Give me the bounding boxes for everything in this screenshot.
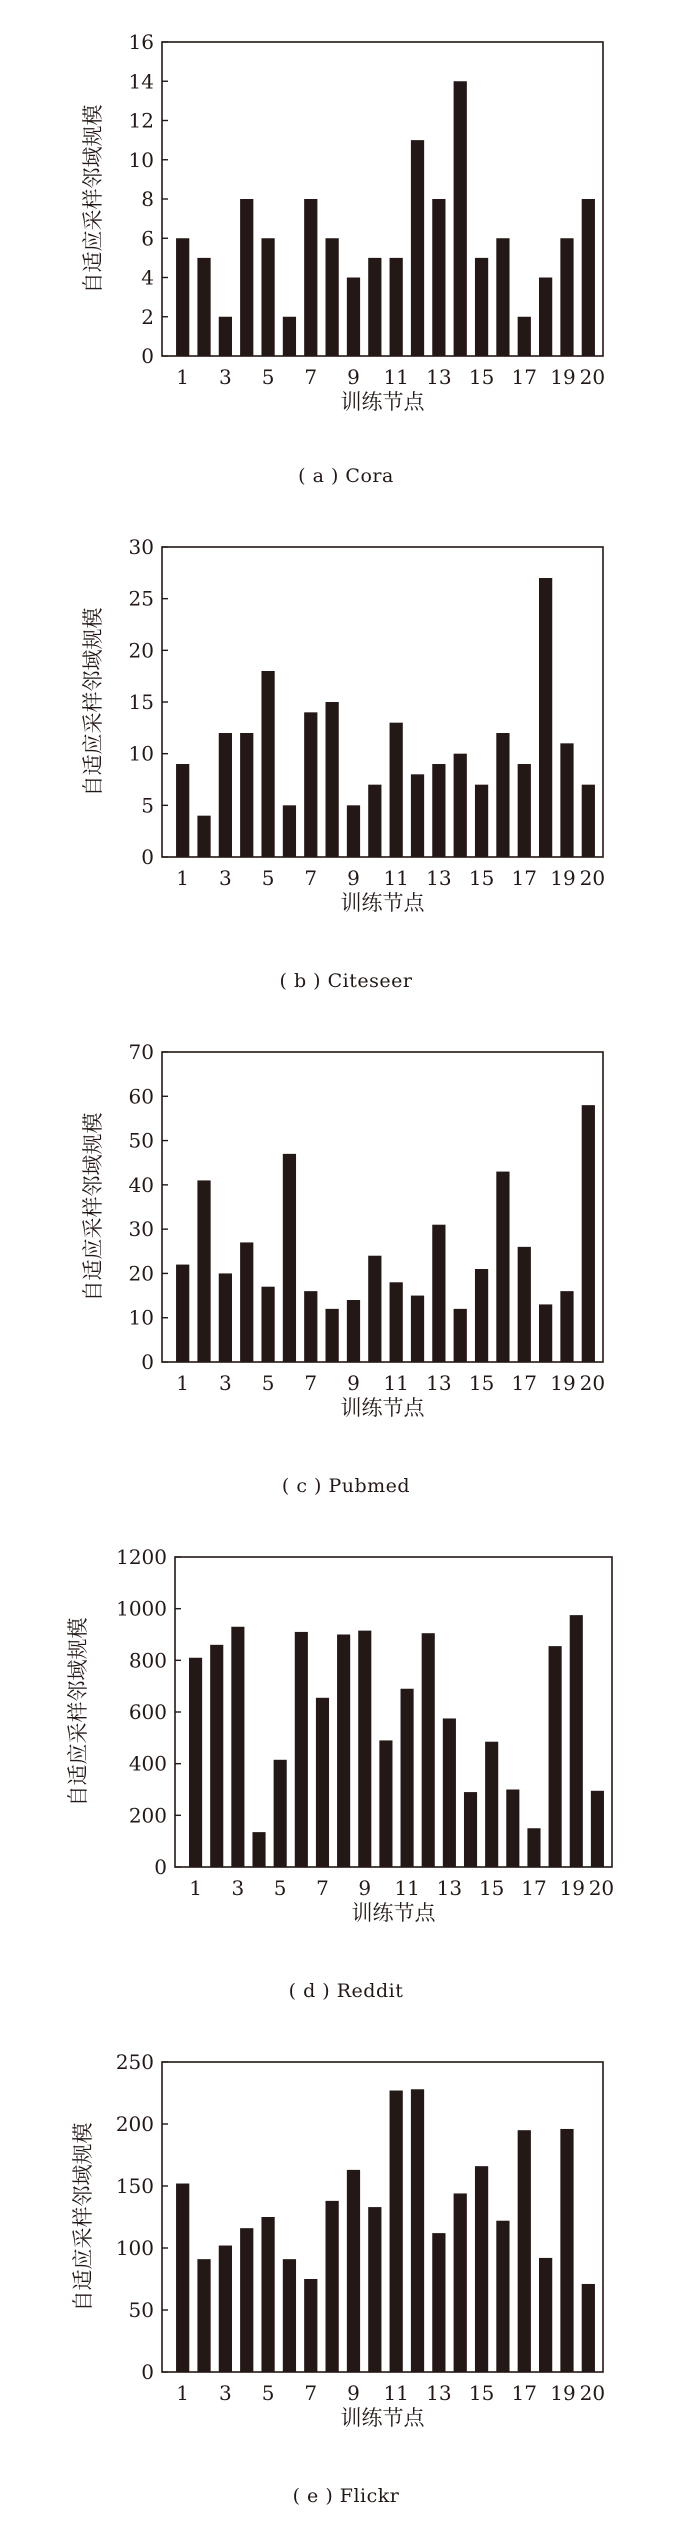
y-tick-label: 600: [128, 1700, 167, 1724]
bar: [560, 238, 573, 356]
y-tick-label: 1000: [116, 1596, 167, 1621]
bar: [304, 2279, 317, 2372]
bar: [368, 2207, 381, 2372]
y-tick-label: 10: [128, 147, 154, 172]
bar: [390, 258, 403, 356]
bar: [283, 2259, 296, 2372]
bar: [347, 278, 360, 357]
bar: [197, 2259, 210, 2372]
y-tick-label: 1200: [116, 1545, 167, 1569]
x-tick-label: 13: [426, 2381, 452, 2405]
bar: [261, 1287, 274, 1362]
y-tick-label: 250: [115, 2050, 154, 2074]
bar: [240, 733, 253, 857]
x-axis-label: 训练节点: [340, 1396, 425, 1420]
y-tick-label: 150: [115, 2174, 154, 2198]
bar: [475, 2166, 488, 2372]
plot-frame: [162, 42, 603, 356]
x-tick-label: 3: [219, 2381, 232, 2405]
bar-chart: [0, 0, 692, 430]
bar: [358, 1631, 371, 1867]
bar: [326, 702, 339, 857]
x-tick-label: 13: [426, 866, 452, 890]
bar: [210, 1645, 223, 1867]
bar: [411, 774, 424, 857]
bar: [454, 81, 467, 356]
x-tick-label: 11: [383, 866, 409, 890]
x-tick-label: 5: [261, 365, 275, 389]
bar: [432, 1225, 445, 1362]
x-tick-label: 11: [394, 1876, 420, 1900]
bar: [475, 785, 488, 857]
x-tick-label: 17: [511, 866, 538, 890]
bar: [347, 2170, 360, 2372]
y-tick-label: 0: [141, 2360, 154, 2384]
x-tick-label: 19: [550, 1371, 576, 1395]
bar: [219, 2246, 232, 2372]
bar: [368, 258, 381, 356]
bar: [326, 2201, 339, 2372]
x-tick-label: 1: [176, 365, 190, 389]
y-tick-label: 70: [128, 1040, 154, 1064]
x-axis-label: 训练节点: [340, 390, 425, 414]
bar: [304, 712, 317, 857]
figure-caption: ( d ) Reddit: [288, 1980, 404, 2002]
x-tick-label: 9: [347, 2381, 360, 2405]
bar: [176, 1265, 189, 1362]
bar: [464, 1792, 477, 1867]
bar: [411, 1296, 424, 1362]
x-tick-label: 17: [511, 1371, 538, 1395]
figure-caption: ( e ) Flickr: [292, 2485, 400, 2507]
x-tick-label: 19: [550, 866, 576, 890]
x-tick-label: 7: [304, 2381, 318, 2405]
y-tick-label: 4: [141, 265, 154, 290]
bar: [475, 258, 488, 356]
y-tick-label: 400: [128, 1751, 167, 1776]
x-tick-label: 9: [347, 1371, 360, 1395]
bar: [432, 199, 445, 356]
chart-panel-5: [0, 2020, 692, 2525]
bar: [539, 278, 552, 357]
y-tick-label: 0: [141, 845, 154, 869]
bar: [496, 1172, 509, 1362]
x-tick-label: 20: [579, 365, 606, 389]
bar: [582, 1105, 595, 1362]
y-tick-label: 20: [128, 638, 154, 663]
figure-caption: ( c ) Pubmed: [281, 1475, 411, 1497]
y-tick-label: 50: [128, 1128, 154, 1153]
x-tick-label: 15: [468, 866, 495, 890]
bar: [390, 2091, 403, 2372]
bar: [176, 2184, 189, 2372]
bar: [475, 1269, 488, 1362]
bar: [582, 2284, 595, 2372]
bar: [496, 238, 509, 356]
bar: [197, 816, 210, 857]
bar: [283, 805, 296, 857]
bar: [176, 764, 189, 857]
bar: [390, 723, 403, 857]
y-axis-label: 自适应采样邻域规模: [71, 2122, 95, 2312]
bar: [454, 2193, 467, 2372]
bar: [240, 199, 253, 356]
x-tick-label: 13: [436, 1876, 463, 1900]
figure-caption: ( b ) Citeseer: [279, 970, 413, 992]
y-tick-label: 6: [141, 226, 154, 251]
bar: [189, 1658, 202, 1867]
bar-chart: [0, 2020, 692, 2450]
bar: [261, 2217, 274, 2372]
y-tick-label: 8: [141, 187, 154, 211]
bar: [582, 785, 595, 857]
chart-panel-1: [0, 0, 692, 505]
y-tick-label: 15: [128, 690, 154, 714]
y-tick-label: 10: [128, 741, 154, 766]
x-tick-label: 7: [316, 1876, 329, 1900]
bar-chart: [0, 1010, 692, 1440]
y-tick-label: 60: [128, 1084, 154, 1109]
x-tick-label: 5: [261, 1371, 275, 1395]
bar: [422, 1633, 435, 1867]
bar: [347, 805, 360, 857]
x-tick-label: 3: [219, 1371, 232, 1395]
x-axis-label: 训练节点: [351, 1901, 436, 1925]
x-tick-label: 19: [559, 1876, 586, 1900]
x-tick-label: 17: [521, 1876, 547, 1900]
bar: [539, 1304, 552, 1362]
bar: [432, 2233, 445, 2372]
bar: [432, 764, 445, 857]
y-tick-label: 0: [141, 1350, 154, 1374]
bar: [197, 1180, 210, 1362]
bar: [316, 1698, 329, 1867]
bar: [240, 2228, 253, 2372]
x-tick-label: 5: [273, 1876, 287, 1900]
x-tick-label: 3: [219, 365, 232, 389]
bar: [252, 1832, 265, 1867]
figure-caption: ( a ) Cora: [298, 465, 394, 487]
chart-panel-2: [0, 505, 692, 1010]
bar: [401, 1689, 414, 1867]
bar: [304, 1291, 317, 1362]
y-tick-label: 0: [141, 344, 154, 368]
y-tick-label: 800: [128, 1648, 167, 1673]
x-tick-label: 5: [261, 866, 275, 890]
x-tick-label: 3: [231, 1876, 245, 1900]
x-tick-label: 9: [358, 1876, 372, 1900]
bar: [379, 1740, 392, 1867]
bar: [219, 1273, 232, 1362]
bar: [219, 317, 232, 356]
x-tick-label: 17: [511, 365, 538, 389]
x-tick-label: 7: [304, 866, 318, 890]
y-tick-label: 25: [128, 586, 154, 611]
y-tick-label: 40: [128, 1172, 154, 1197]
y-tick-label: 2: [141, 304, 154, 329]
x-tick-label: 20: [579, 866, 606, 890]
bar: [570, 1615, 583, 1867]
x-tick-label: 19: [550, 365, 576, 389]
bar: [326, 1309, 339, 1362]
y-tick-label: 5: [141, 793, 154, 818]
bar: [518, 317, 531, 356]
bar-chart: [0, 505, 692, 935]
bar: [197, 258, 210, 356]
bar: [560, 1291, 573, 1362]
chart-panel-3: [0, 1010, 692, 1515]
x-tick-label: 5: [261, 2381, 275, 2405]
x-tick-label: 1: [176, 2381, 190, 2405]
bar: [582, 199, 595, 356]
bar: [560, 743, 573, 857]
y-tick-label: 30: [128, 535, 154, 559]
x-tick-label: 11: [383, 1371, 409, 1395]
bar: [337, 1635, 350, 1868]
x-tick-label: 7: [304, 1371, 318, 1395]
x-tick-label: 7: [304, 365, 318, 389]
bar: [518, 1247, 531, 1362]
y-tick-label: 100: [115, 2236, 154, 2260]
bar: [347, 1300, 360, 1362]
bar: [261, 238, 274, 356]
x-tick-label: 11: [383, 2381, 409, 2405]
y-axis-label: 自适应采样邻域规模: [81, 1112, 105, 1302]
bar: [283, 1154, 296, 1362]
bar: [549, 1646, 562, 1867]
bar: [176, 238, 189, 356]
y-tick-label: 30: [128, 1217, 154, 1242]
bar: [240, 1242, 253, 1362]
y-tick-label: 0: [154, 1855, 167, 1879]
y-tick-label: 50: [128, 2298, 154, 2322]
bar: [527, 1828, 540, 1867]
bar: [506, 1790, 519, 1868]
bar: [368, 785, 381, 857]
x-tick-label: 15: [468, 365, 495, 389]
x-axis-label: 训练节点: [340, 2406, 425, 2430]
x-tick-label: 9: [347, 365, 360, 389]
x-tick-label: 20: [579, 2381, 606, 2405]
y-axis-label: 自适应采样邻域规模: [81, 104, 105, 294]
y-tick-label: 200: [128, 1803, 167, 1828]
bar: [295, 1632, 308, 1867]
x-tick-label: 13: [426, 1371, 452, 1395]
bar-chart: [0, 1515, 692, 1945]
x-tick-label: 19: [550, 2381, 576, 2405]
bar: [454, 1309, 467, 1362]
chart-panel-4: [0, 1515, 692, 2020]
bar: [443, 1718, 456, 1867]
bar: [411, 2089, 424, 2372]
y-tick-label: 200: [115, 2112, 154, 2136]
y-tick-label: 20: [128, 1261, 154, 1286]
bar: [539, 578, 552, 857]
x-tick-label: 1: [189, 1876, 202, 1900]
bar: [261, 671, 274, 857]
x-tick-label: 20: [588, 1876, 615, 1900]
bar: [283, 317, 296, 356]
bar: [454, 754, 467, 857]
bar: [539, 2258, 552, 2372]
y-tick-label: 12: [128, 108, 154, 133]
x-tick-label: 9: [347, 866, 360, 890]
bar: [411, 140, 424, 356]
bar: [591, 1791, 604, 1867]
x-tick-label: 20: [579, 1371, 606, 1395]
y-tick-label: 10: [128, 1305, 154, 1330]
bar: [368, 1256, 381, 1362]
y-axis-label: 自适应采样邻域规模: [81, 607, 105, 797]
x-tick-label: 3: [219, 866, 232, 890]
bar: [219, 733, 232, 857]
bar: [496, 733, 509, 857]
bar: [485, 1742, 498, 1867]
x-tick-label: 15: [468, 2381, 495, 2405]
bar: [390, 1282, 403, 1362]
x-axis-label: 训练节点: [340, 891, 425, 915]
bar: [560, 2129, 573, 2372]
y-tick-label: 16: [128, 30, 154, 54]
bar: [326, 238, 339, 356]
bar: [518, 2130, 531, 2372]
x-tick-label: 1: [176, 1371, 190, 1395]
x-tick-label: 11: [383, 365, 409, 389]
bar: [304, 199, 317, 356]
x-tick-label: 15: [478, 1876, 505, 1900]
bar: [518, 764, 531, 857]
y-axis-label: 自适应采样邻域规模: [66, 1617, 90, 1807]
x-tick-label: 15: [468, 1371, 495, 1395]
y-tick-label: 14: [128, 69, 154, 94]
bar: [496, 2221, 509, 2372]
x-tick-label: 13: [426, 365, 452, 389]
bar: [274, 1760, 287, 1867]
x-tick-label: 17: [511, 2381, 538, 2405]
x-tick-label: 1: [176, 866, 190, 890]
bar: [231, 1627, 244, 1867]
